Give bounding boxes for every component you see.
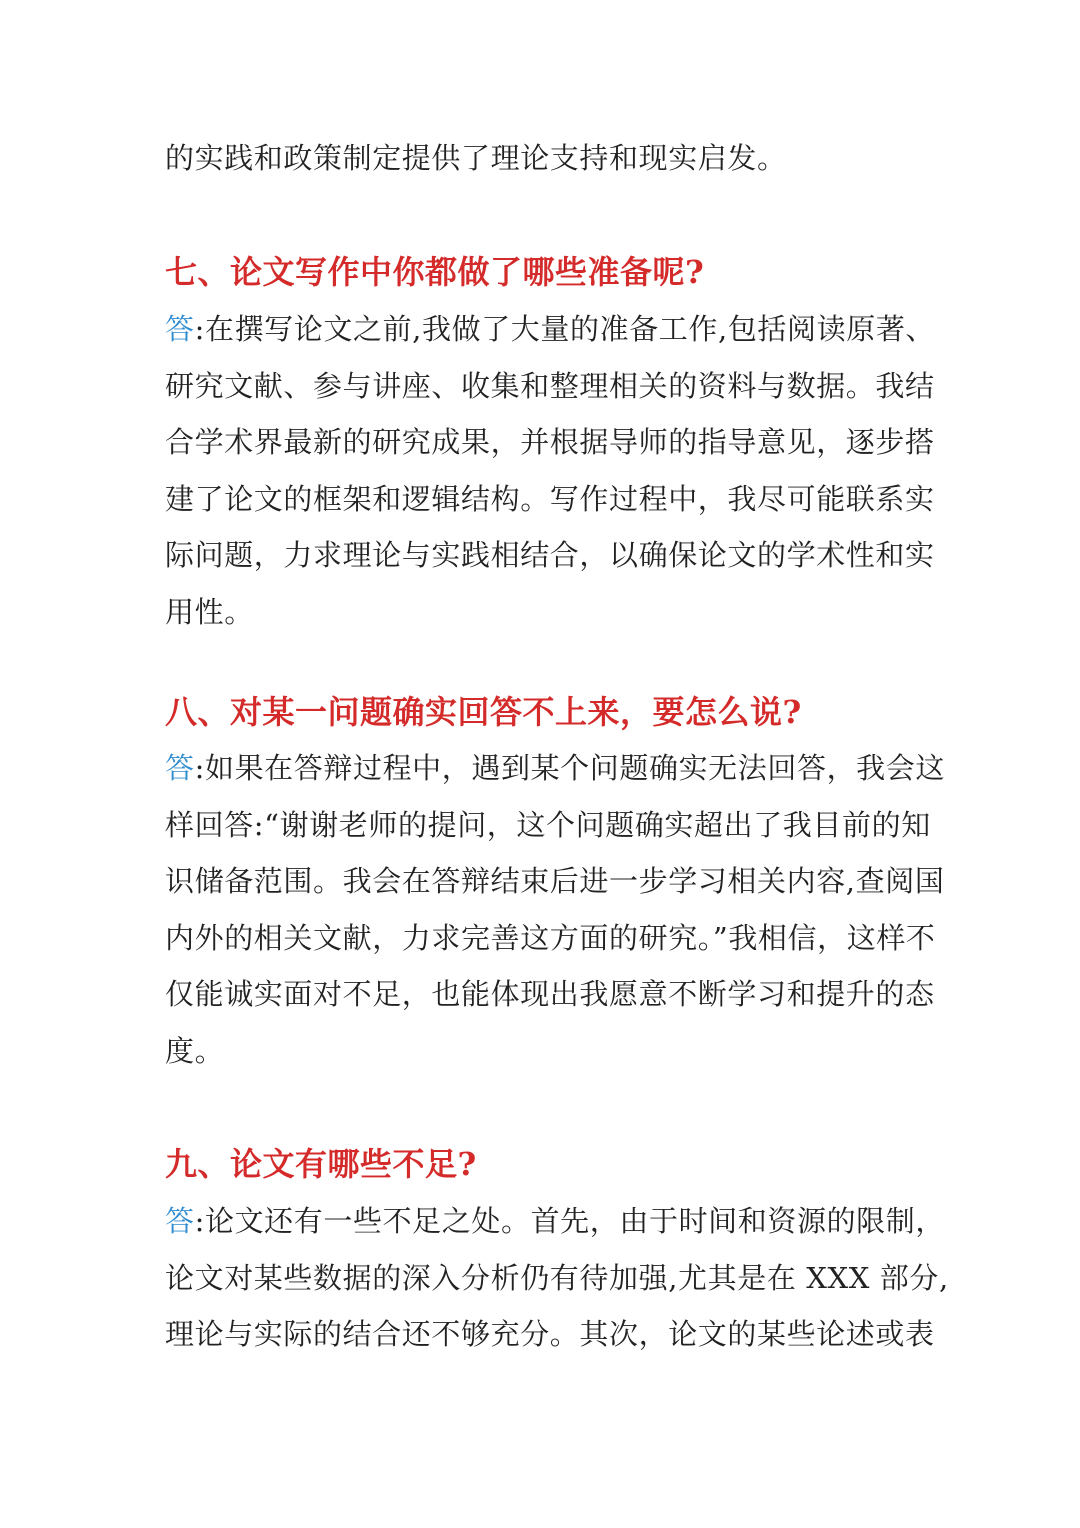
answer-text: :在撰写论文之前,我做了大量的准备工作,包括阅读原著、	[194, 312, 936, 346]
section-7-answer-line-3: 合学术界最新的研究成果，并根据导师的指导意见，逐步搭	[165, 425, 935, 459]
section-8-answer-line-1	[165, 748, 945, 788]
section-8-answer-line-3: 识储备范围。我会在答辩结束后进一步学习相关内容,查阅国	[165, 864, 945, 898]
section-9-answer-line-3: 理论与实际的结合还不够充分。其次，论文的某些论述或表	[165, 1317, 935, 1351]
answer-prefix: 答	[165, 751, 195, 785]
intro-tail-text: 的实践和政策制定提供了理论支持和现实启发。	[165, 141, 787, 175]
answer-prefix: 答	[165, 1204, 195, 1238]
section-7-heading: 七、论文写作中你都做了哪些准备呢?	[165, 253, 705, 291]
answer-prefix: 答	[165, 312, 195, 346]
section-7-answer-line-6: 用性。	[165, 595, 254, 629]
section-7-answer-line-4: 建了论文的框架和逻辑结构。写作过程中，我尽可能联系实	[165, 482, 935, 516]
section-8-answer-line-4: 内外的相关文献，力求完善这方面的研究。”我相信，这样不	[165, 921, 936, 955]
section-8-answer-line-5: 仅能诚实面对不足，也能体现出我愿意不断学习和提升的态	[165, 977, 935, 1011]
answer-text: :如果在答辩过程中，遇到某个问题确实无法回答，我会这	[194, 751, 945, 785]
section-9-answer-line-1	[165, 1201, 945, 1241]
section-7-answer-line-5: 际问题，力求理论与实践相结合，以确保论文的学术性和实	[165, 538, 935, 572]
section-8-answer-line-2: 样回答:“谢谢老师的提问，这个问题确实超出了我目前的知	[165, 808, 931, 842]
answer-text: :论文还有一些不足之处。首先，由于时间和资源的限制，	[194, 1204, 945, 1238]
section-8-heading: 八、对某一问题确实回答不上来，要怎么说?	[165, 693, 802, 731]
section-8-answer-line-6: 度。	[165, 1034, 225, 1068]
section-7-answer-line-1	[165, 309, 936, 349]
section-7-answer-line-2: 研究文献、参与讲座、收集和整理相关的资料与数据。我结	[165, 369, 935, 403]
section-9-heading: 九、论文有哪些不足?	[165, 1145, 477, 1183]
section-9-answer-line-2: 论文对某些数据的深入分析仍有待加强,尤其是在 XXX 部分,	[165, 1261, 949, 1295]
